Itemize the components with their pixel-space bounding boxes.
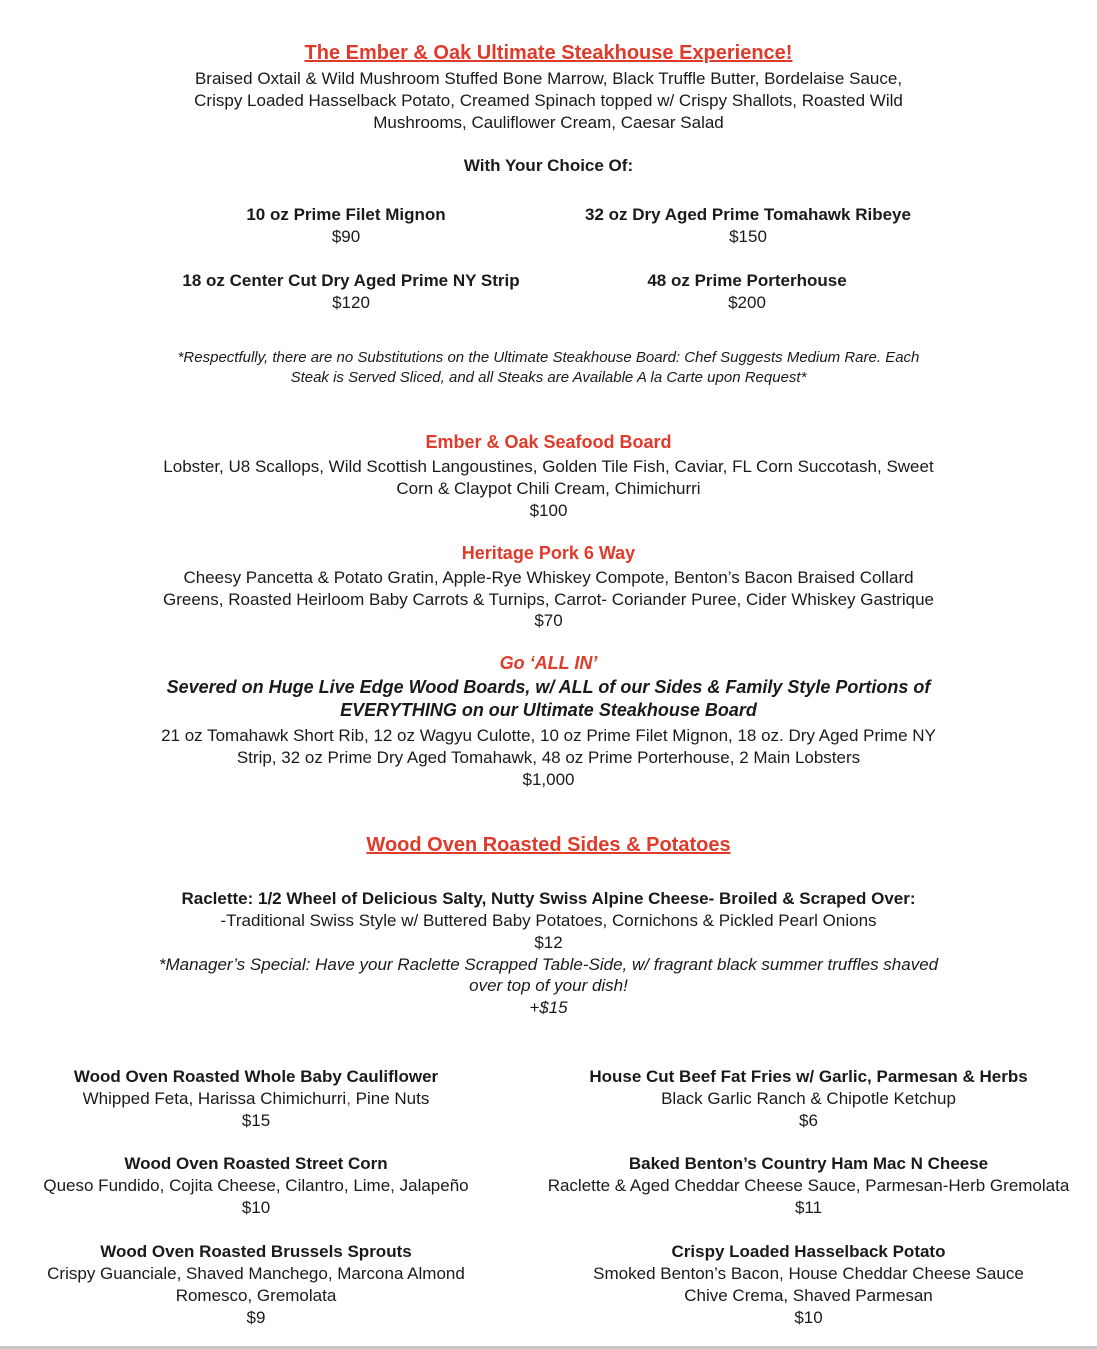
experience-title: The Ember & Oak Ultimate Steakhouse Experience! bbox=[304, 42, 793, 64]
raclette-special-line1: *Manager’s Special: Have your Raclette Scrapped Table-Side, w/ fragrant black summer truffles shaved bbox=[158, 955, 939, 974]
side-price: $10 bbox=[241, 1198, 271, 1217]
steak-option bbox=[548, 204, 948, 248]
side-desc: Chive Crema, Shaved Parmesan bbox=[684, 1286, 933, 1305]
side-item bbox=[0, 1153, 512, 1219]
side-price: $15 bbox=[241, 1111, 271, 1130]
steak-name: 32 oz Dry Aged Prime Tomahawk Ribeye bbox=[585, 205, 911, 224]
side-item bbox=[520, 1241, 1097, 1329]
side-desc: Crispy Guanciale, Shaved Manchego, Marcona Almond bbox=[47, 1264, 465, 1283]
sides-title: Wood Oven Roasted Sides & Potatoes bbox=[366, 834, 731, 856]
side-name: House Cut Beef Fat Fries w/ Garlic, Parmesan & Herbs bbox=[589, 1067, 1028, 1086]
raclette-price: $12 bbox=[534, 933, 563, 952]
side-desc-text: Whipped Feta, Harissa Chimichurri bbox=[82, 1089, 347, 1108]
steak-name: 48 oz Prime Porterhouse bbox=[647, 271, 847, 290]
side-name: Baked Benton’s Country Ham Mac N Cheese bbox=[628, 1154, 989, 1173]
side-desc: Queso Fundido, Cojita Cheese, Cilantro, Lime, Jalapeño bbox=[43, 1176, 469, 1195]
raclette-special-line2: over top of your dish! bbox=[469, 976, 628, 995]
seafood-line2: Corn & Claypot Chili Cream, Chimichurri bbox=[396, 479, 701, 498]
side-price: $6 bbox=[799, 1111, 818, 1130]
side-price: $9 bbox=[246, 1308, 266, 1327]
steak-price: $200 bbox=[728, 293, 766, 312]
steak-name: 10 oz Prime Filet Mignon bbox=[246, 205, 446, 224]
raclette-special-price: +$15 bbox=[529, 998, 568, 1017]
experience-desc-line1: Braised Oxtail & Wild Mushroom Stuffed Bone Marrow, Black Truffle Butter, Bordelaise Sauce, bbox=[194, 69, 903, 88]
side-desc: Smoked Benton’s Bacon, House Cheddar Cheese Sauce bbox=[593, 1264, 1024, 1283]
pork-price: $70 bbox=[534, 611, 563, 630]
steak-option bbox=[196, 204, 496, 248]
side-desc: Raclette & Aged Cheddar Cheese Sauce, Parmesan-Herb Gremolata bbox=[547, 1176, 1070, 1195]
side-item bbox=[0, 1241, 512, 1329]
allin-title: Go ‘ALL IN’ bbox=[499, 653, 598, 673]
side-item bbox=[520, 1066, 1097, 1132]
allin-price: $1,000 bbox=[522, 770, 575, 789]
steak-option bbox=[597, 270, 897, 314]
allin-line2: Strip, 32 oz Prime Dry Aged Tomahawk, 48 oz Prime Porterhouse, 2 Main Lobsters bbox=[236, 748, 861, 767]
steak-price: $150 bbox=[729, 227, 767, 246]
experience-desc-line3: Mushrooms, Cauliflower Cream, Caesar Salad bbox=[373, 113, 724, 132]
side-desc-text: Pine Nuts bbox=[350, 1089, 430, 1108]
experience-note-line1: *Respectfully, there are no Substitutions on the Ultimate Steakhouse Board: Chef Suggests Medium Rare. Each bbox=[177, 349, 920, 366]
seafood-price: $100 bbox=[529, 501, 568, 520]
raclette-line: -Traditional Swiss Style w/ Buttered Baby Potatoes, Cornichons & Pickled Pearl Onions bbox=[220, 911, 877, 930]
allin-sub1: Severed on Huge Live Edge Wood Boards, w/ ALL of our Sides & Family Style Portions of bbox=[166, 677, 931, 697]
side-name: Wood Oven Roasted Street Corn bbox=[124, 1154, 388, 1173]
raclette-heading: Raclette: 1/2 Wheel of Delicious Salty, Nutty Swiss Alpine Cheese- Broiled & Scraped Over: bbox=[181, 889, 916, 908]
side-name: Crispy Loaded Hasselback Potato bbox=[671, 1242, 946, 1261]
seafood-title: Ember & Oak Seafood Board bbox=[425, 432, 672, 452]
side-price: $10 bbox=[794, 1308, 823, 1327]
experience-note-line2: Steak is Served Sliced, and all Steaks are Available A la Carte upon Request* bbox=[290, 369, 807, 386]
side-item bbox=[520, 1153, 1097, 1219]
side-price: $11 bbox=[794, 1198, 823, 1217]
steak-price: $90 bbox=[331, 227, 361, 246]
steak-name: 18 oz Center Cut Dry Aged Prime NY Strip bbox=[182, 271, 520, 290]
allin-line1: 21 oz Tomahawk Short Rib, 12 oz Wagyu Culotte, 10 oz Prime Filet Mignon, 18 oz. Dry Aged Prime NY bbox=[161, 726, 936, 745]
side-desc-comma: , bbox=[346, 1089, 351, 1108]
pork-line1: Cheesy Pancetta & Potato Gratin, Apple-Rye Whiskey Compote, Benton’s Bacon Braised Collard bbox=[183, 568, 914, 587]
side-item bbox=[0, 1066, 512, 1132]
experience-desc-line2: Crispy Loaded Hasselback Potato, Creamed Spinach topped w/ Crispy Shallots, Roasted Wild bbox=[194, 91, 903, 110]
pork-title: Heritage Pork 6 Way bbox=[461, 543, 636, 563]
choice-heading: With Your Choice Of: bbox=[463, 156, 634, 175]
steak-price: $120 bbox=[332, 293, 370, 312]
pork-line2: Greens, Roasted Heirloom Baby Carrots & Turnips, Carrot- Coriander Puree, Cider Whiskey Gastrique bbox=[163, 590, 934, 609]
side-name: Wood Oven Roasted Whole Baby Cauliflower bbox=[73, 1067, 439, 1086]
allin-sub2: EVERYTHING on our Ultimate Steakhouse Board bbox=[340, 700, 757, 720]
steak-option bbox=[146, 270, 556, 314]
side-name: Wood Oven Roasted Brussels Sprouts bbox=[100, 1242, 412, 1261]
side-desc: Black Garlic Ranch & Chipotle Ketchup bbox=[661, 1089, 956, 1108]
side-desc: Romesco, Gremolata bbox=[175, 1286, 337, 1305]
seafood-line1: Lobster, U8 Scallops, Wild Scottish Langoustines, Golden Tile Fish, Caviar, FL Corn Succotash, Sweet bbox=[163, 457, 934, 476]
side-desc bbox=[0, 1088, 512, 1110]
